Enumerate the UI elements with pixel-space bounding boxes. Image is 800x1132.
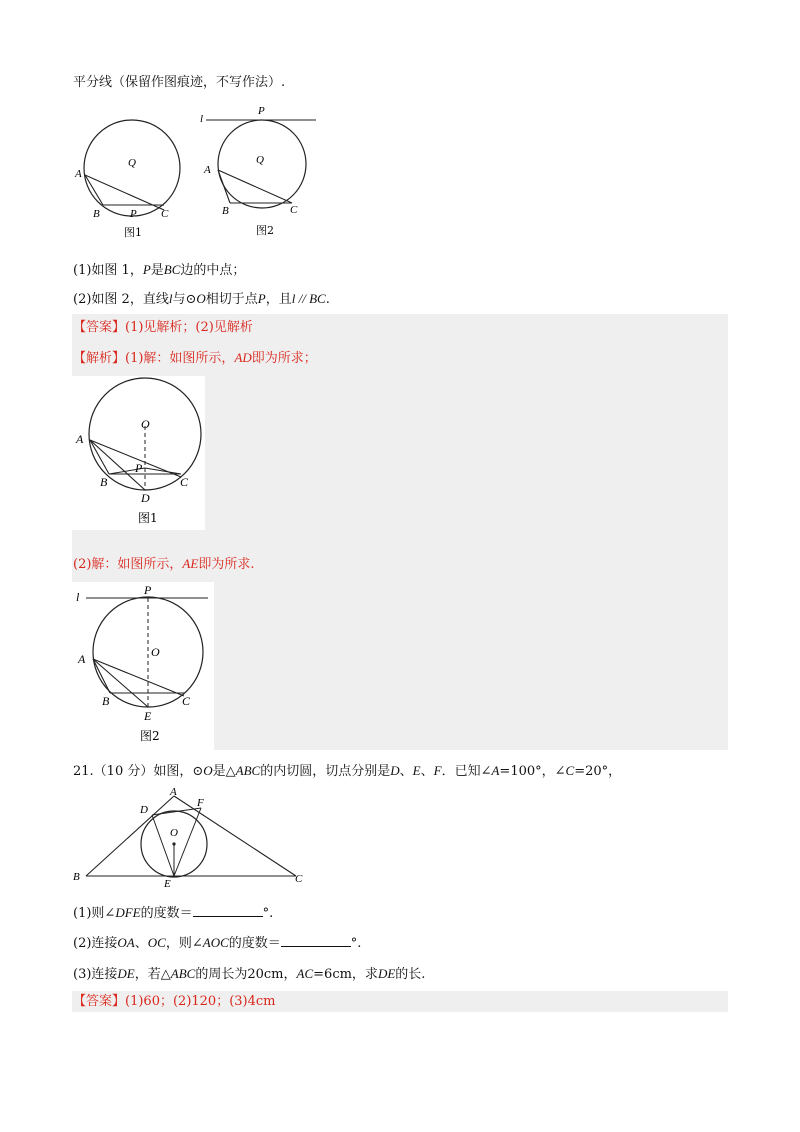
problem-figure-1 <box>72 108 192 243</box>
caption-fig2: 图2 <box>256 224 274 237</box>
label-l: l <box>76 590 80 604</box>
analysis20-part1: 【解析】(1)解：如图所示，AD即为所求； <box>73 350 317 366</box>
answer-blank-1[interactable] <box>193 904 263 917</box>
solution-figure-1 <box>72 376 205 530</box>
label-C: C <box>180 475 189 489</box>
q21-part2: (2)连接OA、OC，则∠AOC的度数＝ °. <box>73 935 362 951</box>
q21-stem: 21.（10 分）如图，⊙O是△ABC的内切圆，切点分别是D、E、F．已知∠A=100°，∠C=20°， <box>73 763 622 779</box>
answer20: 【答案】(1)见解析；(2)见解析 <box>73 320 253 335</box>
label-P: P <box>144 583 152 597</box>
label-B: B <box>222 205 229 217</box>
label-Q: Q <box>128 157 136 169</box>
solution-figure-2 <box>72 582 214 750</box>
label-B: B <box>73 871 80 883</box>
label-P: P <box>130 208 137 220</box>
label-C: C <box>182 694 191 708</box>
label-Q: Q <box>256 154 264 166</box>
problem-figure-2 <box>196 102 321 242</box>
label-B: B <box>102 694 110 708</box>
q20-part2: (2)如图 2，直线l与⊙O相切于点P，且l // BC. <box>73 291 330 307</box>
analysis20-part2: (2)解：如图所示，AE即为所求. <box>73 556 255 572</box>
label-C: C <box>295 873 303 885</box>
label-E: E <box>144 709 152 723</box>
intro-line: 平分线（保留作图痕迹，不写作法）. <box>73 75 286 90</box>
label-A: A <box>75 168 82 180</box>
label-F: F <box>197 797 204 809</box>
label-D: D <box>141 491 150 505</box>
q21-figure <box>70 784 320 890</box>
label-A: A <box>170 786 177 798</box>
label-P: P <box>135 461 143 475</box>
label-P: P <box>258 105 265 117</box>
answer-blank-2[interactable] <box>281 934 351 947</box>
label-E: E <box>164 878 171 890</box>
label-A: A <box>78 652 86 666</box>
label-A: A <box>76 432 84 446</box>
label-B: B <box>100 475 108 489</box>
caption-fig1: 图1 <box>138 511 158 525</box>
label-O: O <box>141 417 150 431</box>
label-C: C <box>290 204 298 216</box>
answer21: 【答案】(1)60；(2)120；(3)4cm <box>73 994 276 1009</box>
label-A: A <box>204 164 211 176</box>
label-O: O <box>170 827 178 839</box>
label-l: l <box>200 113 204 125</box>
label-C: C <box>161 208 169 220</box>
caption-fig2: 图2 <box>140 729 160 743</box>
label-O: O <box>151 645 160 659</box>
q21-part1: (1)则∠DFE的度数＝ °. <box>73 905 274 921</box>
label-B: B <box>93 208 100 220</box>
q21-part3: (3)连接DE，若△ABC的周长为20cm，AC=6cm，求DE的长. <box>73 966 426 982</box>
q20-part1: (1)如图 1，P是BC边的中点； <box>73 262 246 278</box>
label-D: D <box>140 804 148 816</box>
caption-fig1: 图1 <box>124 226 142 239</box>
